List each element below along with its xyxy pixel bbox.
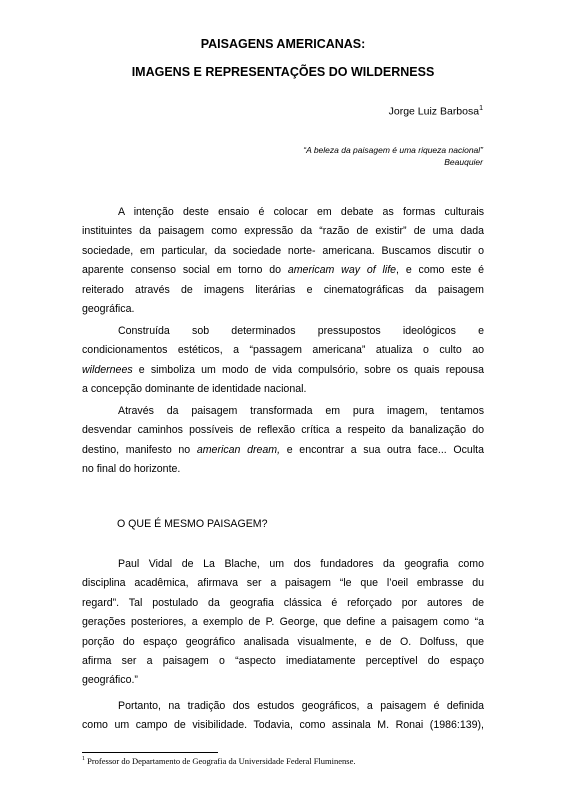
text-line: Construída sob determinados pressupostos ideológicos e [118, 325, 484, 337]
author-name-text: Jorge Luiz Barbosa [388, 105, 480, 118]
paragraph-tradition [82, 697, 484, 736]
footnote [82, 756, 356, 766]
text-line [82, 261, 484, 280]
paragraph-landscape-image [82, 402, 484, 480]
paragraph-vidal [82, 555, 484, 691]
footnote-text: Professor do Departamento de Geografia da Universidade Federal Fluminense. [85, 756, 356, 766]
text-line: gerações posteriores, a exemplo de P. George, que define a paisagem como “a [82, 616, 484, 629]
text-line: A intenção deste ensaio é colocar em debate as formas culturais [118, 206, 484, 218]
text-run: aparente consenso social em torno do [82, 264, 288, 277]
paragraph-construction [82, 322, 484, 400]
author-name [389, 105, 483, 118]
text-line [82, 361, 484, 380]
epigraph-quote: “A beleza da paisagem é uma riqueza nacional” [303, 145, 483, 155]
text-run: destino, manifesto no [82, 443, 197, 456]
footnote-mark: 1 [82, 756, 85, 763]
text-run: e simboliza um modo de vida compulsório, sobre os quais repousa [132, 363, 484, 376]
epigraph-author: Beauquier [444, 157, 483, 167]
text-line: afirma ser a paisagem o “aspecto imediatamente perceptível do espaço [82, 654, 484, 667]
text-line: desvendar caminhos possíveis de reflexão crítica a respeito da banalização do [82, 424, 484, 437]
text-run: , e como este é [396, 264, 484, 277]
text-line [82, 441, 484, 460]
document-subtitle: IMAGENS E REPRESENTAÇÕES DO WILDERNESS [131, 65, 435, 79]
section-heading: O QUE É MESMO PAISAGEM? [117, 518, 268, 530]
text-line: reiterado através de imagens literárias e cinematográficas da paisagem [82, 283, 484, 296]
text-run: e encontrar a sua outra face... Oculta [280, 443, 485, 456]
italic-term: wildernees [82, 363, 133, 376]
document-title: PAISAGENS AMERICANAS: [200, 37, 366, 51]
italic-term: american dream, [196, 443, 281, 456]
text-line: disciplina acadêmica, afirmava ser a paisagem “le que l’oeil embrasse du [82, 577, 484, 590]
text-line: porção do espaço geográfico analisada visualmente, e de O. Dolfuss, que [82, 635, 484, 648]
text-line: a concepção dominante de identidade nacional. [82, 383, 307, 396]
text-line: instituintes da paisagem como expressão da “razão de existir” de uma dada [82, 225, 484, 238]
text-line: sociedade, em particular, da sociedade norte- americana. Buscamos discutir o [82, 244, 484, 257]
text-line: regard”. Tal postulado da geografia clássica é reforçado por autores de [82, 596, 484, 609]
text-line: Através da paisagem transformada em pura imagem, tentamos [118, 405, 484, 417]
paragraph-intro [82, 203, 484, 319]
text-line: no final do horizonte. [82, 463, 181, 476]
text-line: geográfica. [82, 302, 135, 315]
text-line: Paul Vidal de La Blache, um dos fundadores da geografia como [118, 558, 484, 570]
author-footnote-mark: 1 [479, 105, 483, 112]
italic-term: americam way of life [287, 264, 397, 277]
footnote-divider [82, 752, 218, 753]
text-line: condicionamentos estéticos, a “passagem americana” atualiza o culto ao [82, 344, 484, 357]
text-line: como um campo de visibilidade. Todavia, como assinala M. Ronai (1986:139), [82, 719, 484, 732]
text-line: geográfico.” [82, 674, 138, 687]
text-line: Portanto, na tradição dos estudos geográficos, a paisagem é definida [118, 700, 484, 712]
